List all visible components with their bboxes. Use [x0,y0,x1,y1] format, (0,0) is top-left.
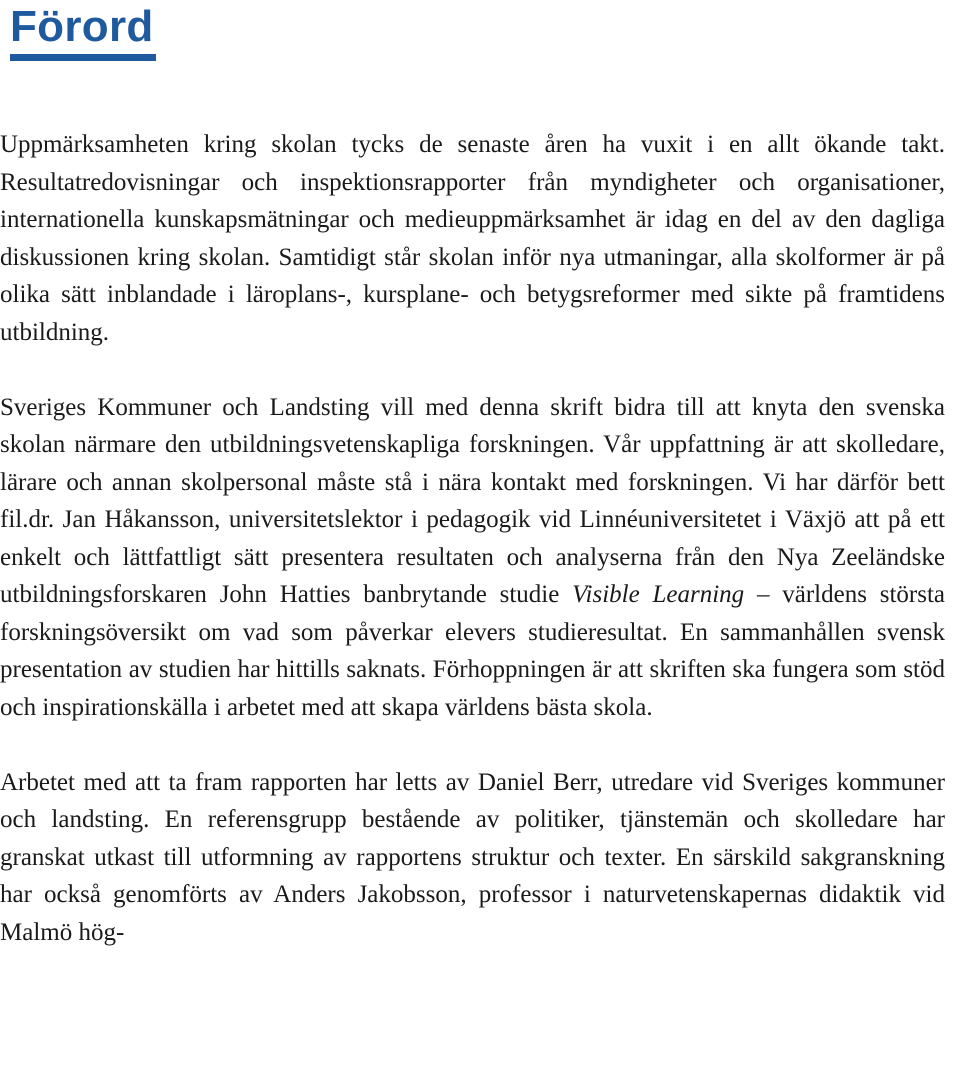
document-page [10,0,955,61]
book-title-italic: Visible Learning [572,581,745,608]
document-body [0,126,945,951]
paragraph-2-text-end: – världens största forskningsöversikt om vad som påverkar elevers studieresultat. En sammanhållen svensk presentation av studien har hittills saknats. Förhoppningen är att skriften ska fungera som stöd och inspirationskälla i arbetet med att skapa världens bästa skola. [0,581,945,721]
title-underline [10,54,156,61]
paragraph-2 [0,389,945,727]
paragraph-3: Arbetet med att ta fram rapporten har letts av Daniel Berr, utredare vid Sveriges kommuner och landsting. En referensgrupp bestående av politiker, tjänstemän och skolledare har granskat utkast till utformning av rapportens struktur och texter. En särskild sakgranskning har också genomförts av Anders Jakobsson, professor i naturvetenskapernas didaktik vid Malmö hög- [0,768,945,946]
page-title: Förord [10,2,154,51]
paragraph-1: Uppmärksamheten kring skolan tycks de senaste åren ha vuxit i en allt ökande takt. Resultatredovisningar och inspektionsrapporter från myndigheter och organisationer, internationella kunskapsmätningar och medieuppmärksamhet är idag en del av den dagliga diskussionen kring skolan. Samtidigt står skolan inför nya utmaningar, alla skolformer är på olika sätt inblandade i läroplans-, kursplane- och betygsreformer med sikte på framtidens utbildning. [0,131,945,346]
paragraph-2-text-start: Sveriges Kommuner och Landsting vill med denna skrift bidra till att knyta den svenska skolan närmare den utbildningsvetenskapliga forskningen. Vår uppfattning är att skolledare, lärare och annan skolpersonal måste stå i nära kontakt med forskningen. Vi har därför bett fil.dr. Jan Håkansson, universitetslektor i pedagogik vid Linnéuniversitetet i Växjö att på ett enkelt och lättfattligt sätt presentera resultaten och analyserna från den Nya Zeeländske utbildningsforskaren John Hatties banbrytande studie [0,393,945,608]
